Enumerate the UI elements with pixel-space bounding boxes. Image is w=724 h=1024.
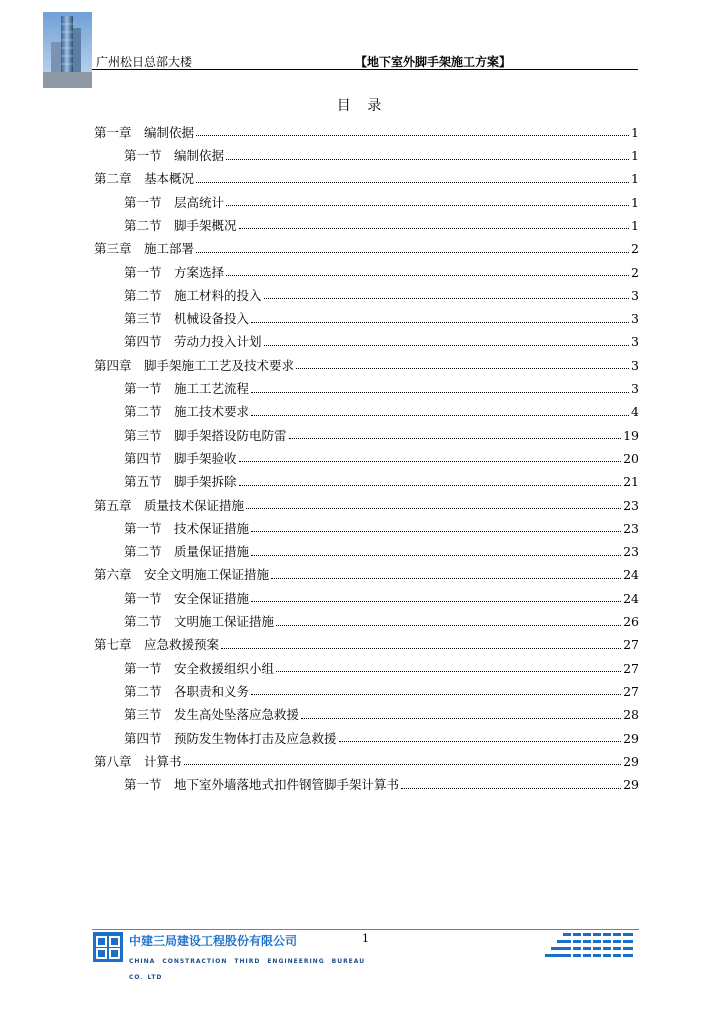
toc-entry-label: 第二节 脚手架概况	[124, 217, 237, 233]
toc-entry-label: 第一节 技术保证措施	[124, 520, 250, 536]
toc-section-entry[interactable]	[94, 139, 639, 162]
toc-entry-label: 第六章 安全文明施工保证措施	[94, 567, 270, 583]
toc-section-entry[interactable]	[94, 419, 639, 442]
toc-entry-label: 第一节 编制依据	[124, 148, 225, 164]
toc-section-entry[interactable]	[94, 605, 639, 628]
toc-leader-dots	[239, 460, 622, 462]
page-header	[0, 0, 724, 90]
toc-leader-dots	[251, 391, 629, 393]
toc-entry-page: 1	[631, 148, 639, 164]
toc-entry-label: 第一节 层高统计	[124, 194, 225, 210]
toc-entry-label: 第二节 质量保证措施	[124, 544, 250, 560]
toc-section-entry[interactable]	[94, 442, 639, 465]
toc-entry-page: 23	[623, 497, 639, 513]
toc-entry-label: 第二节 施工技术要求	[124, 404, 250, 420]
toc-entry-label: 第四节 脚手架验收	[124, 450, 237, 466]
toc-leader-dots	[226, 204, 629, 206]
toc-entry-page: 28	[623, 707, 639, 723]
toc-section-entry[interactable]	[94, 279, 639, 302]
toc-entry-label: 第二节 施工材料的投入	[124, 287, 262, 303]
toc-entry-page: 23	[623, 520, 639, 536]
toc-leader-dots	[221, 647, 621, 649]
toc-leader-dots	[296, 367, 629, 369]
toc-entry-label: 第二节 各职责和义务	[124, 683, 250, 699]
toc-entry-label: 第一节 安全保证措施	[124, 590, 250, 606]
toc-entry-label: 第一节 安全救援组织小组	[124, 660, 275, 676]
toc-entry-page: 1	[631, 194, 639, 210]
toc-section-entry[interactable]	[94, 512, 639, 535]
toc-entry-page: 26	[623, 614, 639, 630]
toc-entry-label: 第一节 施工工艺流程	[124, 381, 250, 397]
toc-leader-dots	[246, 507, 621, 509]
cscec-logo-icon	[93, 932, 123, 962]
header-document-title: 【地下室外脚手架施工方案】	[355, 55, 512, 69]
toc-entry-page: 19	[623, 427, 639, 443]
toc-entry-page: 1	[631, 171, 639, 187]
toc-section-entry[interactable]	[94, 768, 639, 791]
toc-entry-label: 第四章 脚手架施工工艺及技术要求	[94, 357, 295, 373]
toc-entry-page: 1	[631, 217, 639, 233]
toc-leader-dots	[401, 787, 621, 789]
toc-chapter-entry[interactable]	[94, 349, 639, 372]
toc-section-entry[interactable]	[94, 582, 639, 605]
toc-entry-label: 第五节 脚手架拆除	[124, 474, 237, 490]
footer-company-name: 中建三局建设工程股份有限公司	[129, 934, 298, 948]
toc-leader-dots	[196, 134, 629, 136]
toc-chapter-entry[interactable]	[94, 489, 639, 512]
toc-section-entry[interactable]	[94, 302, 639, 325]
toc-leader-dots	[264, 297, 630, 299]
toc-leader-dots	[239, 227, 630, 229]
header-divider	[92, 69, 638, 70]
toc-leader-dots	[239, 484, 622, 486]
toc-section-entry[interactable]	[94, 698, 639, 721]
toc-section-entry[interactable]	[94, 186, 639, 209]
toc-section-entry[interactable]	[94, 256, 639, 279]
toc-entry-page: 29	[623, 777, 639, 793]
footer-company-english: CHINA CONSTRACTION THIRD ENGINEERING BUREAU	[129, 958, 366, 965]
toc-entry-page: 27	[623, 637, 639, 653]
toc-leader-dots	[184, 763, 622, 765]
toc-leader-dots	[196, 251, 629, 253]
toc-section-entry[interactable]	[94, 675, 639, 698]
toc-entry-label: 第五章 质量技术保证措施	[94, 497, 245, 513]
toc-section-entry[interactable]	[94, 209, 639, 232]
toc-entry-label: 第三节 机械设备投入	[124, 311, 250, 327]
toc-leader-dots	[339, 740, 622, 742]
toc-section-entry[interactable]	[94, 326, 639, 349]
header-project-name: 广州松日总部大楼	[96, 55, 193, 69]
toc-section-entry[interactable]	[94, 652, 639, 675]
toc-chapter-entry[interactable]	[94, 629, 639, 652]
footer-company-english-suffix: CO．LTD	[129, 974, 163, 981]
toc-entry-page: 1	[631, 124, 639, 140]
toc-entry-page: 3	[631, 311, 639, 327]
toc-section-entry[interactable]	[94, 465, 639, 488]
stripe-decoration-icon	[545, 931, 633, 959]
toc-leader-dots	[251, 530, 621, 532]
toc-entry-page: 3	[631, 334, 639, 350]
toc-chapter-entry[interactable]	[94, 116, 639, 139]
toc-leader-dots	[276, 624, 621, 626]
toc-leader-dots	[301, 717, 621, 719]
toc-entry-page: 29	[623, 730, 639, 746]
toc-leader-dots	[251, 600, 621, 602]
toc-entry-page: 20	[623, 450, 639, 466]
toc-entry-label: 第三节 脚手架搭设防电防雷	[124, 427, 287, 443]
toc-entry-page: 3	[631, 381, 639, 397]
toc-entry-page: 27	[623, 660, 639, 676]
toc-entry-label: 第八章 计算书	[94, 753, 182, 769]
toc-entry-label: 第二章 基本概况	[94, 171, 195, 187]
toc-leader-dots	[251, 693, 621, 695]
toc-leader-dots	[251, 321, 629, 323]
toc-entry-label: 第一节 方案选择	[124, 264, 225, 280]
toc-entry-label: 第四节 劳动力投入计划	[124, 334, 262, 350]
toc-entry-label: 第二节 文明施工保证措施	[124, 614, 275, 630]
toc-entry-page: 24	[623, 590, 639, 606]
toc-entry-page: 29	[623, 753, 639, 769]
toc-chapter-entry[interactable]	[94, 232, 639, 255]
toc-leader-dots	[289, 437, 622, 439]
toc-entry-label: 第四节 预防发生物体打击及应急救援	[124, 730, 337, 746]
toc-chapter-entry[interactable]	[94, 559, 639, 582]
toc-entry-page: 27	[623, 683, 639, 699]
building-photo-icon	[43, 12, 92, 88]
toc-entry-label: 第三章 施工部署	[94, 241, 195, 257]
toc-entry-page: 2	[631, 241, 639, 257]
toc-section-entry[interactable]	[94, 535, 639, 558]
toc-chapter-entry[interactable]	[94, 745, 639, 768]
toc-entry-page: 3	[631, 287, 639, 303]
toc-entry-page: 24	[623, 567, 639, 583]
toc-leader-dots	[264, 344, 630, 346]
toc-entry-label: 第三节 发生高处坠落应急救援	[124, 707, 300, 723]
toc-entry-label: 第一章 编制依据	[94, 124, 195, 140]
toc-section-entry[interactable]	[94, 372, 639, 395]
toc-leader-dots	[276, 670, 621, 672]
toc-leader-dots	[226, 274, 629, 276]
toc-leader-dots	[196, 181, 629, 183]
toc-entry-label: 第一节 地下室外墙落地式扣件钢管脚手架计算书	[124, 777, 400, 793]
toc-leader-dots	[226, 158, 629, 160]
page-number: 1	[362, 932, 369, 945]
footer-divider	[92, 929, 639, 930]
toc-leader-dots	[271, 577, 621, 579]
toc-entry-page: 21	[623, 474, 639, 490]
toc-entry-page: 3	[631, 357, 639, 373]
toc-entry-page: 23	[623, 544, 639, 560]
table-of-contents	[94, 116, 639, 792]
toc-entry-page: 4	[631, 404, 639, 420]
toc-title: 目 录	[336, 98, 388, 114]
toc-leader-dots	[251, 414, 629, 416]
toc-chapter-entry[interactable]	[94, 163, 639, 186]
toc-section-entry[interactable]	[94, 396, 639, 419]
toc-entry-page: 2	[631, 264, 639, 280]
toc-section-entry[interactable]	[94, 722, 639, 745]
toc-leader-dots	[251, 554, 621, 556]
toc-entry-label: 第七章 应急救援预案	[94, 637, 220, 653]
